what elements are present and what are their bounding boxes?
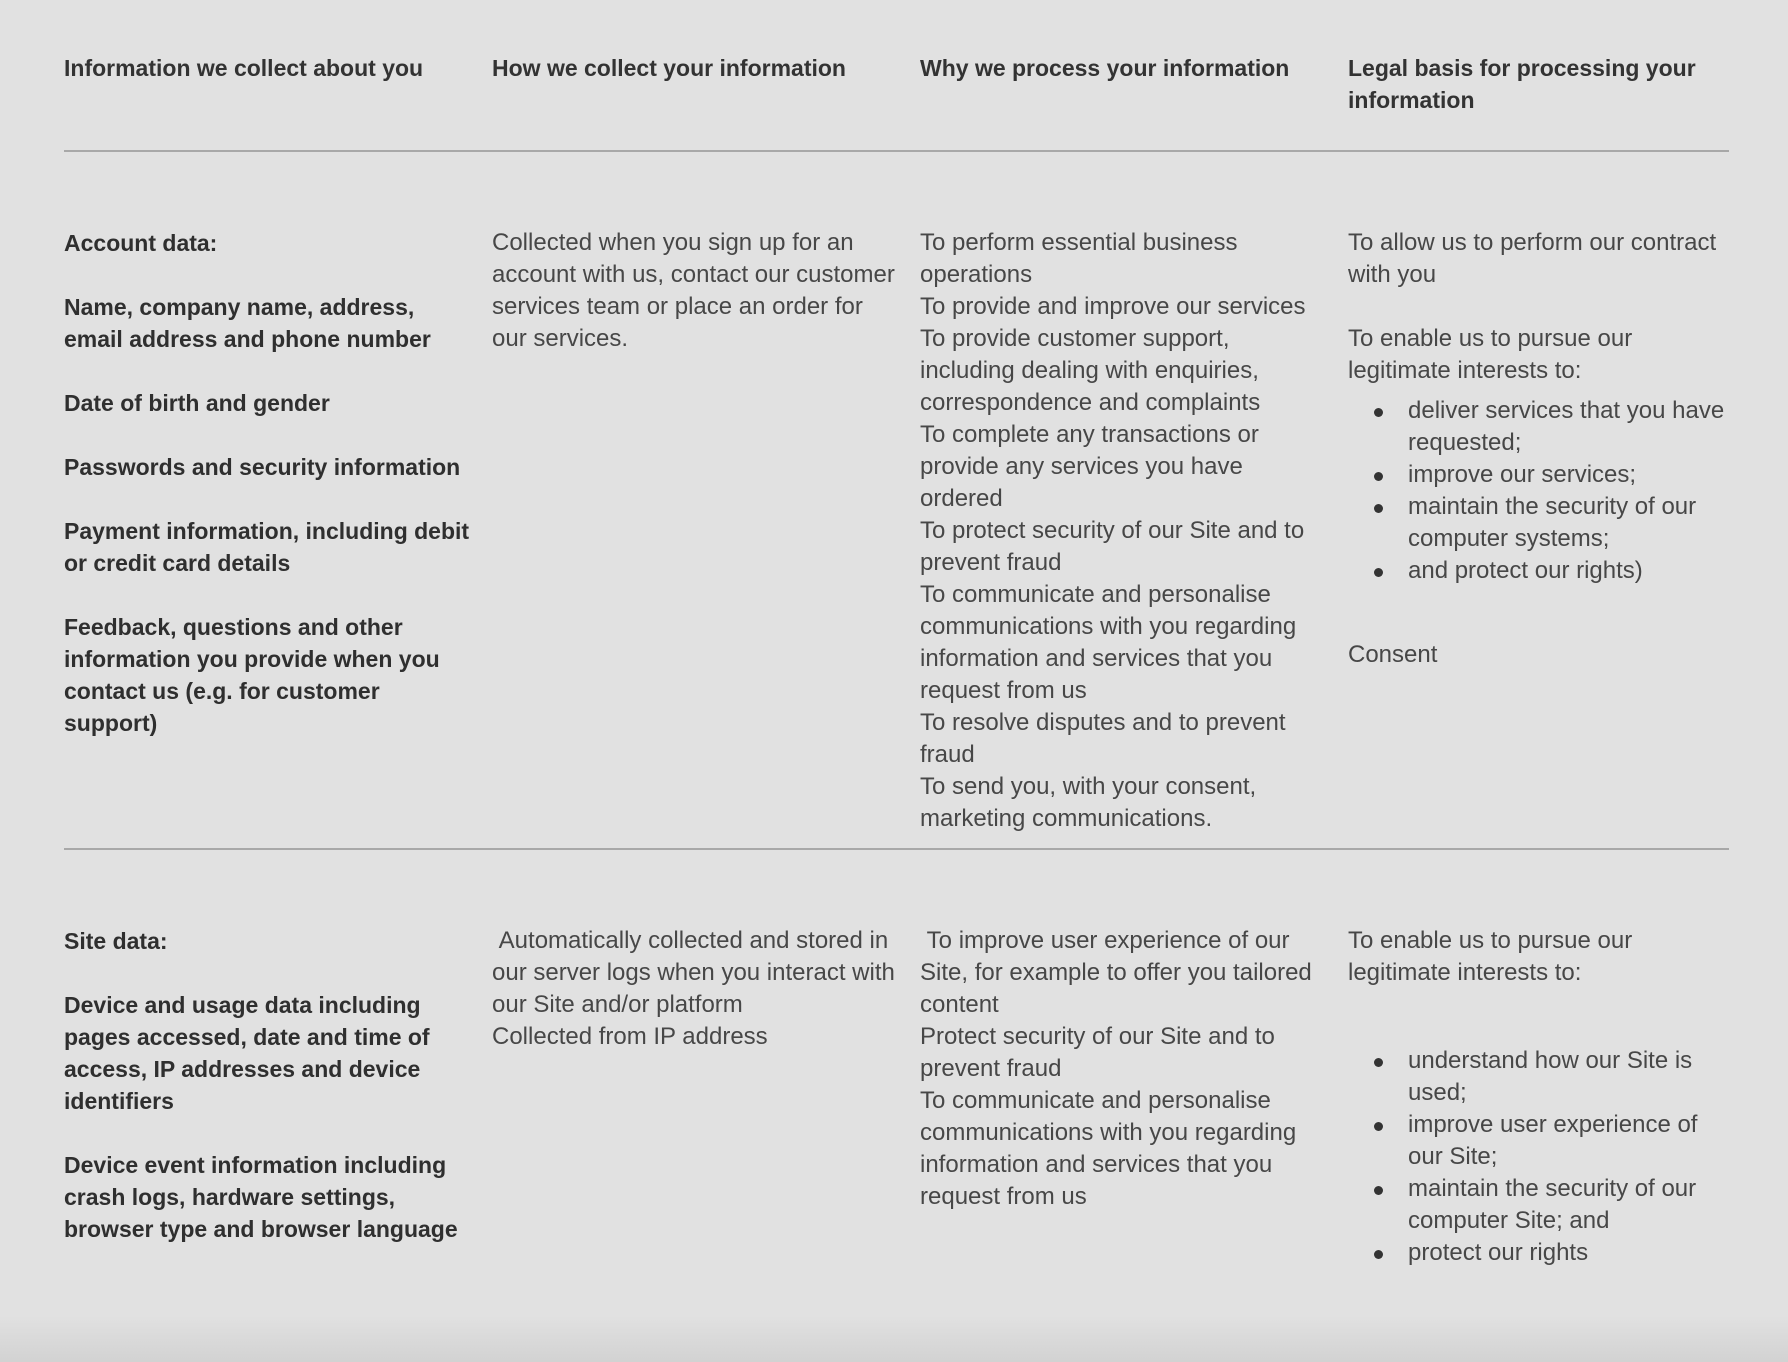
table-row-account-data	[64, 152, 1729, 848]
why-line: To protect security of our Site and to prevent fraud	[920, 517, 1305, 576]
header-info: Information we collect about you	[64, 55, 424, 81]
why-line: To complete any transactions or provide any services you have ordered	[920, 421, 1259, 512]
bullet-icon	[1374, 504, 1383, 513]
info-item: Name, company name, address, email address and phone number	[64, 294, 431, 352]
bullet-icon	[1374, 472, 1383, 481]
list-item: improve our services;	[1408, 459, 1729, 491]
legal-bullet-list	[1348, 395, 1729, 587]
how-text: Collected when you sign up for an account with us, contact our customer services team or place an order for our services.	[492, 229, 895, 352]
category-title: Site data:	[64, 928, 168, 954]
cell-why	[920, 925, 1348, 1213]
why-line: Protect security of our Site and to prevent fraud	[920, 1023, 1275, 1082]
how-text: Automatically collected and stored in our server logs when you interact with our Site and/or platform	[492, 927, 902, 1018]
legal-text: To enable us to pursue our legitimate interests to:	[1348, 927, 1633, 986]
legal-text: To allow us to perform our contract with you	[1348, 229, 1717, 288]
data-processing-table	[64, 52, 1729, 1269]
why-line: To perform essential business operations	[920, 229, 1238, 288]
category-title: Account data:	[64, 230, 218, 256]
cell-why	[920, 227, 1348, 835]
bullet-icon	[1374, 1058, 1383, 1067]
info-item: Device event information including crash logs, hardware settings, browser type and browser language	[64, 1152, 458, 1242]
info-item: Passwords and security information	[64, 454, 461, 480]
why-line: To send you, with your consent, marketing communications.	[920, 773, 1257, 832]
legal-text: To enable us to pursue our legitimate interests to:	[1348, 325, 1633, 384]
legal-bullet-list	[1348, 1045, 1729, 1269]
cell-info	[64, 227, 492, 739]
why-line: To provide customer support, including dealing with enquiries, correspondence and complaints	[920, 325, 1261, 416]
header-how: How we collect your information	[492, 55, 846, 81]
list-item: protect our rights	[1408, 1237, 1729, 1269]
table-header-row	[64, 52, 1729, 150]
cell-how	[492, 925, 920, 1053]
why-line: To resolve disputes and to prevent fraud	[920, 709, 1286, 768]
bullet-icon	[1374, 1186, 1383, 1195]
bullet-icon	[1374, 408, 1383, 417]
why-line: To provide and improve our services	[920, 293, 1306, 320]
bottom-fade	[0, 1316, 1788, 1362]
cell-legal	[1348, 227, 1729, 671]
why-line: To improve user experience of our Site, for example to offer you tailored content	[920, 927, 1319, 1018]
list-item: improve user experience of our Site;	[1408, 1109, 1729, 1173]
how-text: Collected from IP address	[492, 1023, 768, 1050]
list-item: deliver services that you have requested;	[1408, 395, 1729, 459]
info-item: Date of birth and gender	[64, 390, 330, 416]
info-item: Device and usage data including pages accessed, date and time of access, IP addresses and device identifiers	[64, 992, 430, 1114]
info-item: Feedback, questions and other information you provide when you contact us (e.g. for customer support)	[64, 614, 440, 736]
cell-how	[492, 227, 920, 355]
list-item: understand how our Site is used;	[1408, 1045, 1729, 1109]
cell-info	[64, 925, 492, 1245]
bullet-icon	[1374, 568, 1383, 577]
bullet-icon	[1374, 1250, 1383, 1259]
cell-legal	[1348, 925, 1729, 1269]
table-row-site-data	[64, 850, 1729, 1269]
header-why: Why we process your information	[920, 55, 1290, 81]
bullet-icon	[1374, 1122, 1383, 1131]
why-line: To communicate and personalise communications with you regarding information and services that you request from us	[920, 1087, 1297, 1210]
why-line: To communicate and personalise communications with you regarding information and services that you request from us	[920, 581, 1297, 704]
header-legal: Legal basis for processing your information	[1348, 55, 1696, 113]
list-item: maintain the security of our computer systems;	[1408, 491, 1729, 555]
info-item: Payment information, including debit or credit card details	[64, 518, 470, 576]
list-item: maintain the security of our computer Site; and	[1408, 1173, 1729, 1237]
legal-text: Consent	[1348, 641, 1438, 668]
list-item: and protect our rights)	[1408, 555, 1729, 587]
